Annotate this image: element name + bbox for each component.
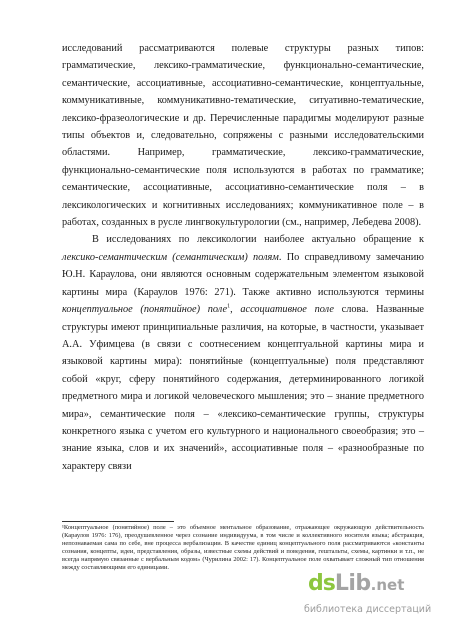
p2-term-lexical-semantic-fields: лексико-семантическим (семантическим) полям [62, 251, 279, 263]
footnote-separator [62, 521, 174, 522]
body-text [62, 40, 424, 475]
footnote: ¹Концептуальное (понятийное) поле – это объемное ментальное образование, отражающее окружающую действительность (Караулов 1976: 176), преодушевленное через сознание индивидуума, в том числе и коллективного носителя языка; абстракция, непознаваемая сама по себе, вне процесса вербализации. В качестве единиц концептуального поля рассматриваются «константы сознания, концепты, идеи, представления, образы, известные схемы действий и поведения, гештальты, схемы, картинки и т.п., не всегда напрямую связанные с вербальным кодом» (Чурилина 2002: 17). Концептуальное поле охватывает сложный тип отношения между составляющими его единицами. [62, 524, 424, 572]
logo-lib: Lib [334, 571, 371, 596]
p2-term-associative-field: ассоциативное поле [240, 304, 334, 316]
p2-text-2: . По справедливому замечанию Ю.Н. Караулова, они являются основным содержательным элементом языковой картины мира (Караулов 1976: 271). Также активно используются термины [62, 251, 424, 298]
footnote-marker[interactable]: 1 [227, 303, 231, 310]
logo-ds: ds [308, 571, 335, 596]
paragraph-2 [62, 231, 424, 475]
p2-term-conceptual-field: концептуальное (понятийное) поле [62, 304, 228, 316]
dslib-watermark [304, 571, 444, 621]
paragraph-1: исследований рассматриваются полевые структуры разных типов: грамматические, лексико-грамматические, функционально-семантические, семантические, ассоциативные, ассоциативно-семантические, концептуальные, коммуникативные, коммуникативно-тематические, ситуативно-тематические, лексико-фразеологические и др. Перечисленные парадигмы моделируют разные типы объектов и, следовательно, сопряжены с разными исследовательскими областями. Например, грамматические, лексико-грамматические, функционально-семантические поля используются в работах по грамматике; семантические, ассоциативные, ассоциативно-семантические поля – в лексикологических и когнитивных исследованиях; коммуникативное поле – в работах, созданных в русле лингвокультурологии (см., например, Лебедева 2008). [62, 43, 424, 229]
dslib-logo [308, 571, 404, 596]
logo-net: .net [370, 576, 405, 594]
watermark-caption: библиотека диссертаций [304, 604, 432, 615]
p2-text-1: В исследованиях по лексикологии наиболее актуально обращение к [92, 234, 424, 246]
p2-text-3: , [230, 304, 241, 316]
p2-text-4: слова. Названные структуры имеют принципиальные различия, на которые, в частности, указывает А.А. Уфимцева (в связи с соотнесением концептуальной картины мира и языковой картины мира): понятийные (концептуальные) поля представляют собой «круг, сферу понятийного содержания, детерминированного логикой предметного мира и логикой человеческого мышления; это – знание предметного мира», семантические поля – «лексико-семантические группы, структуры конкретного языка с учетом его культурного и национального своеобразия; это – знание языка, слов и их значений», ассоциативные поля – «разнообразные по характеру связи [62, 304, 424, 472]
